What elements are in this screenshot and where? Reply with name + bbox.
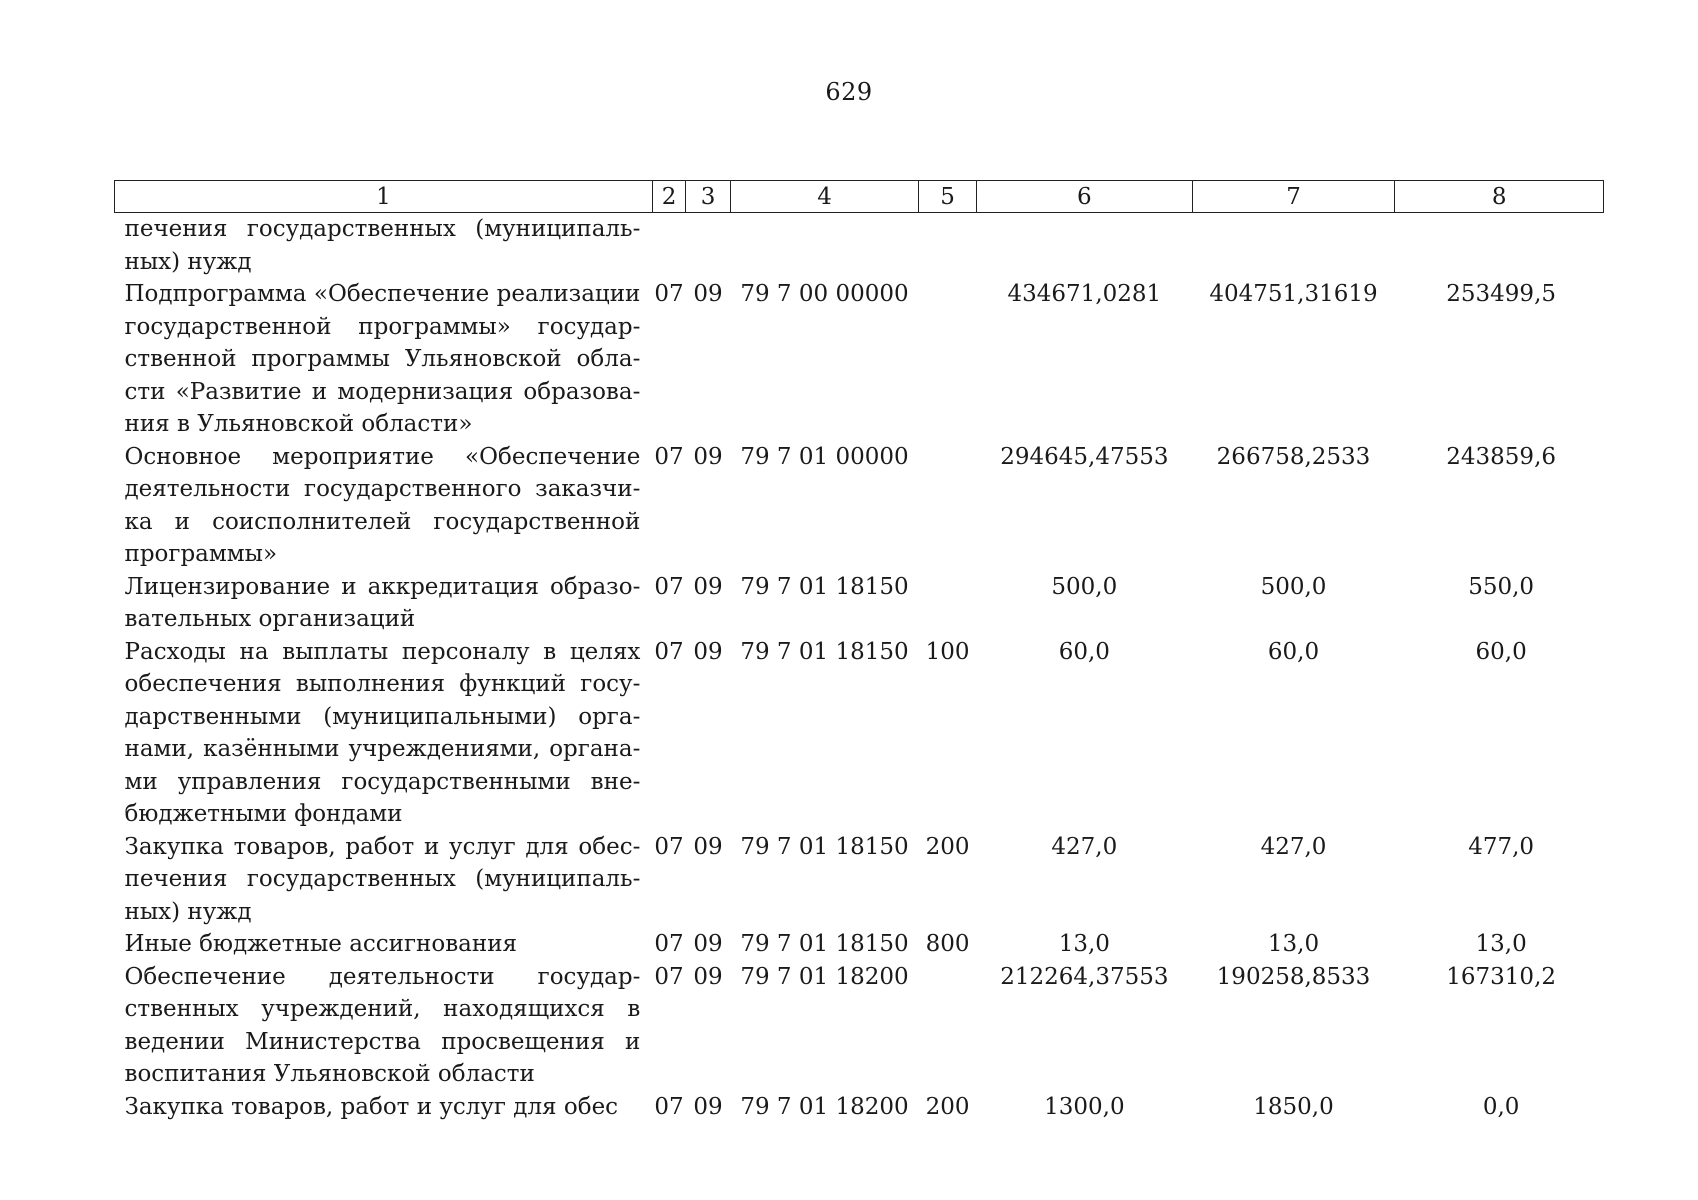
row-amount-year-1: 60,0 — [1058, 638, 1110, 665]
row-amount-year-2: 60,0 — [1267, 638, 1320, 665]
row-amount-year-3: 243859,6 — [1446, 443, 1557, 470]
row-section-code: 07 — [654, 963, 684, 990]
row-name: Основное мероприятие «Обеспечение деятельности государственного заказчика и соисполнителей государственной программы» — [124, 443, 641, 567]
row-target-article: 79 7 01 18150 — [740, 573, 909, 600]
row-amount-year-3: 477,0 — [1468, 833, 1535, 860]
row-target-article: 79 7 01 18150 — [740, 638, 909, 665]
row-expense-type — [919, 571, 977, 636]
row-subsection-code: 09 — [693, 1093, 723, 1120]
row-section-code: 07 — [654, 573, 684, 600]
column-header-5: 5 — [919, 181, 977, 213]
row-expense-type: 200 — [925, 833, 970, 860]
row-name: Иные бюджетные ассигнования — [124, 931, 518, 957]
row-target-article: 79 7 01 18150 — [740, 931, 909, 957]
row-amount-year-1: 294645,47553 — [1000, 443, 1169, 470]
column-header-2: 2 — [652, 181, 685, 213]
table-row — [115, 571, 1604, 636]
row-amount-year-1: 434671,0281 — [1007, 281, 1162, 307]
row-section-code: 07 — [654, 443, 684, 470]
row-subsection-code: 09 — [693, 931, 723, 957]
row-amount-year-3: 0,0 — [1482, 1093, 1520, 1120]
row-name: Лицензирование и аккредитация образовательных организаций — [124, 573, 641, 632]
row-amount-year-2: 1850,0 — [1253, 1093, 1334, 1120]
table-row — [115, 831, 1604, 929]
row-section-code — [652, 213, 685, 279]
row-target-article: 79 7 01 18200 — [740, 963, 909, 990]
row-amount-year-1: 13,0 — [1058, 931, 1110, 957]
row-amount-year-3: 13,0 — [1475, 931, 1527, 957]
table-row — [115, 1091, 1604, 1124]
budget-table — [114, 180, 1604, 1123]
row-target-article: 79 7 00 00000 — [740, 281, 909, 307]
row-target-article: 79 7 01 00000 — [740, 443, 909, 470]
row-amount-year-3: 167310,2 — [1446, 963, 1557, 990]
row-subsection-code: 09 — [693, 281, 723, 307]
column-header-6: 6 — [976, 181, 1192, 213]
table-body — [115, 213, 1604, 1124]
page-number: 629 — [825, 78, 873, 106]
row-section-code: 07 — [654, 638, 684, 665]
row-subsection-code: 09 — [693, 638, 723, 665]
row-amount-year-1 — [976, 213, 1192, 279]
table-row — [115, 278, 1604, 441]
column-header-8: 8 — [1395, 181, 1604, 213]
row-amount-year-2: 266758,2533 — [1216, 443, 1371, 470]
row-section-code: 07 — [654, 281, 684, 307]
row-target-article: 79 7 01 18150 — [740, 833, 909, 860]
row-amount-year-1: 212264,37553 — [1000, 963, 1169, 990]
table-row — [115, 636, 1604, 831]
row-amount-year-3: 253499,5 — [1446, 281, 1557, 307]
column-header-3: 3 — [686, 181, 731, 213]
row-section-code: 07 — [654, 1093, 684, 1120]
column-header-7: 7 — [1192, 181, 1395, 213]
row-subsection-code: 09 — [693, 573, 723, 600]
row-name: Закупка товаров, работ и услуг для обес — [124, 1093, 619, 1120]
row-amount-year-1: 427,0 — [1051, 833, 1118, 860]
row-expense-type — [919, 961, 977, 1091]
row-amount-year-2: 404751,31619 — [1209, 281, 1378, 307]
table-row — [115, 213, 1604, 279]
row-amount-year-2: 500,0 — [1260, 573, 1327, 600]
row-expense-type: 800 — [925, 931, 970, 957]
column-header-4: 4 — [730, 181, 918, 213]
column-header-1: 1 — [115, 181, 653, 213]
row-section-code: 07 — [654, 931, 684, 957]
row-section-code: 07 — [654, 833, 684, 860]
header-row — [115, 181, 1604, 213]
row-amount-year-3: 60,0 — [1475, 638, 1527, 665]
row-amount-year-2 — [1192, 213, 1395, 279]
row-expense-type: 200 — [925, 1093, 970, 1120]
row-subsection-code: 09 — [693, 443, 723, 470]
row-expense-type — [919, 213, 977, 279]
table-row — [115, 928, 1604, 961]
row-target-article — [730, 213, 918, 279]
row-amount-year-2: 13,0 — [1267, 931, 1320, 957]
row-amount-year-1: 1300,0 — [1044, 1093, 1125, 1120]
row-expense-type: 100 — [925, 638, 970, 665]
row-name: Расходы на выплаты персоналу в целях обеспечения выполнения функций государственными (муниципальными) органами, казёнными учреждениями, органами управления государственными внебюджетными фондами — [124, 638, 641, 827]
row-name: Обеспечение деятельности государственных учреждений, находящихся в ведении Министерства просвещения и воспитания Ульяновской области — [124, 963, 641, 1087]
row-expense-type — [919, 278, 977, 441]
row-subsection-code — [686, 213, 731, 279]
row-name: Подпрограмма «Обеспечение реализации государственной программы» государственной программы Ульяновской области «Развитие и модернизация образования в Ульяновской области» — [124, 281, 641, 437]
row-name: печения государственных (муниципальных) нужд — [124, 216, 641, 275]
row-name: Закупка товаров, работ и услуг для обеспечения государственных (муниципальных) нужд — [124, 833, 641, 925]
table-row — [115, 441, 1604, 571]
row-amount-year-3: 550,0 — [1468, 573, 1535, 600]
row-amount-year-3 — [1395, 213, 1604, 279]
row-expense-type — [919, 441, 977, 571]
row-amount-year-2: 427,0 — [1260, 833, 1327, 860]
table-header — [115, 181, 1604, 213]
row-amount-year-1: 500,0 — [1051, 573, 1118, 600]
table-row — [115, 961, 1604, 1091]
row-target-article: 79 7 01 18200 — [740, 1093, 909, 1120]
row-subsection-code: 09 — [693, 833, 723, 860]
row-amount-year-2: 190258,8533 — [1216, 963, 1371, 990]
row-subsection-code: 09 — [693, 963, 723, 990]
